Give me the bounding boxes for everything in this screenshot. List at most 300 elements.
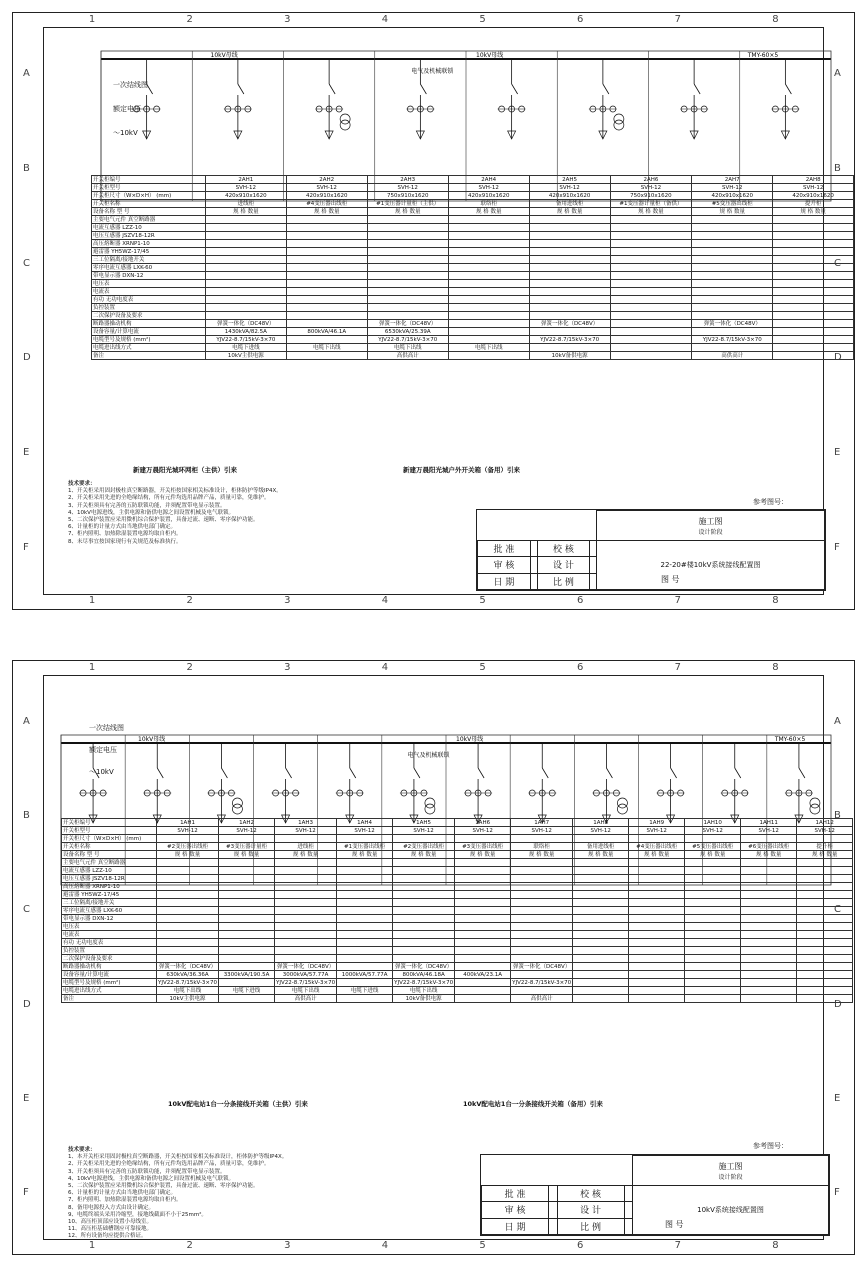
panel-size-row [62, 835, 853, 843]
cell [511, 899, 573, 907]
cell [573, 883, 629, 891]
cell [741, 979, 797, 987]
cell: SVH-12 [367, 184, 448, 192]
cell [367, 296, 448, 304]
cell [610, 288, 691, 296]
cell [629, 867, 685, 875]
cell: SVH-12 [511, 827, 573, 835]
cell [685, 883, 741, 891]
cell [393, 891, 455, 899]
row-header: 主要电气元件 真空断路器 [62, 859, 157, 867]
equip-row [92, 240, 854, 248]
row-header: 电流互感器 LZZ-10 [62, 867, 157, 875]
cell [337, 867, 393, 875]
cell [629, 987, 685, 995]
cell: 2AH4 [448, 176, 529, 184]
cell [511, 883, 573, 891]
cell [573, 995, 629, 1003]
cell [610, 280, 691, 288]
note-line: 12、所有设备均应提供合格证。 [68, 1233, 147, 1240]
row-header: 电缆进出线方式 [62, 987, 157, 995]
cell [685, 939, 741, 947]
cell: #1变压器出线柜 [337, 843, 393, 851]
row-letter: F [834, 1186, 840, 1198]
cell: 规 格 数量 [448, 208, 529, 216]
cell [511, 971, 573, 979]
row-letter: D [23, 998, 31, 1010]
cell [773, 240, 854, 248]
pt-symbol [617, 804, 627, 814]
cell [773, 248, 854, 256]
cell [286, 224, 367, 232]
cell [393, 899, 455, 907]
cell [773, 328, 854, 336]
cell [741, 987, 797, 995]
equip-row [92, 288, 854, 296]
cell: 2AH1 [205, 176, 286, 184]
cell [797, 963, 853, 971]
cell: 规 格 数量 [629, 851, 685, 859]
cell [692, 344, 773, 352]
column-number: 7 [674, 1240, 681, 1251]
cell [448, 304, 529, 312]
breaker-symbol [542, 768, 548, 778]
side-label: 一次结线图 [89, 724, 124, 732]
cell: 弹簧一体化（DC48V） [692, 320, 773, 328]
cell: 高供高计 [692, 352, 773, 360]
cell [205, 216, 286, 224]
cell [205, 232, 286, 240]
cell [393, 947, 455, 955]
cable-row [92, 336, 854, 344]
cell: 6530kVA/25.39A [367, 328, 448, 336]
cell: 电缆下进线 [337, 987, 393, 995]
cell: SVH-12 [797, 827, 853, 835]
cell [529, 216, 610, 224]
cell [205, 224, 286, 232]
cell: 800kVA/46.18A [393, 971, 455, 979]
breaker-symbol [420, 84, 426, 94]
cell: 提升柜 [797, 843, 853, 851]
reference-label: 参考图号： [753, 498, 788, 506]
drawing-sheet-1 [12, 12, 855, 610]
cell [511, 875, 573, 883]
cell: 规 格 数量 [685, 851, 741, 859]
cell [610, 312, 691, 320]
cell [797, 923, 853, 931]
cell [797, 987, 853, 995]
cell [219, 835, 275, 843]
reference-label: 参考图号： [753, 1142, 788, 1150]
cell: 规 格 数量 [511, 851, 573, 859]
cell [157, 915, 219, 923]
cell: SVH-12 [773, 184, 854, 192]
cell [455, 955, 511, 963]
cell [529, 296, 610, 304]
cell: 规 格 数量 [275, 851, 337, 859]
equip-row [92, 264, 854, 272]
cell [797, 947, 853, 955]
column-number: 2 [186, 662, 193, 673]
note-line: 9、电缆终端头采用冷缩型，接地线截面不小于25mm²。 [68, 1211, 207, 1218]
column-number: 2 [186, 1240, 193, 1251]
cell: #2变压器出线柜 [157, 843, 219, 851]
cell [219, 899, 275, 907]
cell [797, 899, 853, 907]
cell: 10kV主供电源 [157, 995, 219, 1003]
row-header: 备注 [92, 352, 206, 360]
row-header: 电压表 [62, 923, 157, 931]
cell: 1AH2 [219, 819, 275, 827]
cell [773, 288, 854, 296]
cell [741, 963, 797, 971]
row-header: 带电显示器 DXN-12 [92, 272, 206, 280]
check-label: 校 核 [557, 1186, 624, 1202]
cell: SVH-12 [448, 184, 529, 192]
cell [337, 891, 393, 899]
pt-symbol [232, 798, 242, 808]
cell [529, 240, 610, 248]
cell [157, 931, 219, 939]
cell [773, 320, 854, 328]
note-line: 5、二次保护装置应采用微机综合保护装置，具备过流、速断、零序保护功能。 [68, 1183, 259, 1190]
row-header: 有功 无功电度表 [92, 296, 206, 304]
cell: 规 格 数量 [773, 208, 854, 216]
cell [573, 875, 629, 883]
cell [511, 947, 573, 955]
design-label: 设 计 [557, 1202, 624, 1218]
approve-label: 批 准 [482, 1186, 549, 1202]
row-header: 高压熔断器 XRNP1-10 [92, 240, 206, 248]
cell [629, 907, 685, 915]
cell: 规 格 数量 [205, 208, 286, 216]
cell: YJV22-8.7/15kV-3×70 [205, 336, 286, 344]
row-letter: E [23, 1092, 30, 1104]
column-number: 4 [381, 1240, 389, 1251]
cell [685, 995, 741, 1003]
pt-symbol [425, 798, 435, 808]
cell: 联络柜 [511, 843, 573, 851]
cell [157, 835, 219, 843]
column-number: 4 [381, 662, 389, 673]
panel-name-row [92, 200, 854, 208]
notes-title: 技术要求： [68, 1147, 96, 1153]
equip-row [62, 947, 853, 955]
cell [741, 899, 797, 907]
cell [797, 979, 853, 987]
note-line: 3、开关柜须具有完善的五防联锁功能，并须配置带电显示装置。 [68, 1168, 226, 1175]
cell [610, 232, 691, 240]
column-number: 6 [576, 595, 584, 606]
cell [797, 939, 853, 947]
cell [685, 931, 741, 939]
interlock-label: 电气及机械联锁 [407, 752, 450, 759]
column-number: 2 [186, 14, 193, 25]
cell: #5变压器出线柜 [685, 843, 741, 851]
cell [573, 835, 629, 843]
column-number: 5 [479, 14, 486, 25]
row-header: 开关柜型号 [62, 827, 157, 835]
mech-row [62, 963, 853, 971]
cell [629, 939, 685, 947]
column-number: 3 [284, 14, 291, 25]
cell: SVH-12 [629, 827, 685, 835]
cell [275, 947, 337, 955]
cell [455, 987, 511, 995]
column-number: 3 [284, 595, 291, 606]
cell: 420x910x1620 [205, 192, 286, 200]
cell [448, 264, 529, 272]
feed-caption-backup: 新建万晨阳光城户外开关箱（备用）引来 [403, 466, 520, 474]
cell: SVH-12 [692, 184, 773, 192]
cell [685, 835, 741, 843]
cell [610, 248, 691, 256]
row-header: 电缆进出线方式 [92, 344, 206, 352]
row-header: 设备名称 型 号 [92, 208, 206, 216]
pt-symbol [425, 804, 435, 814]
cell: 高供高计 [367, 352, 448, 360]
date-label: 日 期 [478, 573, 531, 589]
bus-label: 10kV母线 [210, 52, 238, 59]
row-header: 负控装置 [92, 304, 206, 312]
cell [773, 296, 854, 304]
cell [511, 915, 573, 923]
cell [529, 304, 610, 312]
breaker-symbol [147, 84, 153, 94]
cell [337, 875, 393, 883]
cell [610, 304, 691, 312]
cell: 规 格 数量 [741, 851, 797, 859]
cell: 1AH9 [629, 819, 685, 827]
panel-table-grid [61, 818, 853, 1003]
note-line: 5、二次保护装置应采用微机综合保护装置，具备过流、速断、零序保护功能。 [68, 517, 259, 524]
cell [629, 923, 685, 931]
cell [448, 280, 529, 288]
cell [393, 859, 455, 867]
cell [741, 955, 797, 963]
cell [455, 907, 511, 915]
cell [511, 939, 573, 947]
note-line: 4、10kV电源进线，主供电源和备供电源之间设置机械及电气联锁。 [68, 509, 234, 516]
bus-label: 10kV母线 [456, 736, 484, 743]
row-header: 带电显示器 DXN-12 [62, 915, 157, 923]
cell [797, 867, 853, 875]
row-header: 开关柜名称 [92, 200, 206, 208]
cell [529, 312, 610, 320]
cell [685, 971, 741, 979]
breaker-symbol [329, 84, 335, 94]
cell [205, 240, 286, 248]
equip-row [62, 923, 853, 931]
cell: 进线柜 [275, 843, 337, 851]
cell: 1AH11 [741, 819, 797, 827]
breaker-symbol [603, 84, 609, 94]
equip-row [62, 915, 853, 923]
cell [157, 883, 219, 891]
cell [157, 939, 219, 947]
cell [448, 320, 529, 328]
cell: 规 格 数量 [157, 851, 219, 859]
panel-table [61, 818, 853, 1003]
cell [773, 312, 854, 320]
cell: 规 格 数量 [610, 208, 691, 216]
row-letter: A [23, 68, 30, 80]
cell: 1AH4 [337, 819, 393, 827]
cell: 3000kVA/57.77A [275, 971, 337, 979]
cell: 弹簧一体化（DC48V） [367, 320, 448, 328]
cell [741, 867, 797, 875]
cell [797, 995, 853, 1003]
capacity-row [62, 971, 853, 979]
cell: YJV22-8.7/15kV-3×70 [529, 336, 610, 344]
cell [692, 304, 773, 312]
cell [511, 987, 573, 995]
breaker-symbol [606, 768, 612, 778]
cell [455, 875, 511, 883]
row-letter: A [834, 68, 841, 80]
cell [157, 891, 219, 899]
row-letter: F [23, 541, 29, 553]
note-line: 11、高压柜基础槽钢应可靠接地。 [68, 1226, 152, 1233]
row-header: 主要电气元件 真空断路器 [92, 216, 206, 224]
cell [286, 288, 367, 296]
column-number: 8 [772, 662, 779, 673]
cell: YJV22-8.7/15kV-3×70 [394, 979, 454, 986]
cell [629, 915, 685, 923]
cell [529, 224, 610, 232]
breaker-symbol [221, 768, 227, 778]
row-header: 开关柜编号 [62, 819, 157, 827]
pt-symbol [614, 114, 624, 124]
row-header: 三工位隔离/接地开关 [92, 256, 206, 264]
cell [741, 915, 797, 923]
cell: 规 格 数量 [573, 851, 629, 859]
cell [448, 216, 529, 224]
cell [797, 955, 853, 963]
cell: #1变压器计量柜（主供） [367, 200, 448, 208]
feed-caption-main: 新建万晨阳光城环网柜（主供）引来 [133, 466, 237, 474]
row-header: 开关柜编号 [92, 176, 206, 184]
cell [448, 336, 529, 344]
cell [205, 288, 286, 296]
cell [741, 971, 797, 979]
cell [573, 931, 629, 939]
cell [797, 835, 853, 843]
panel-model-row [92, 184, 854, 192]
cell [286, 240, 367, 248]
cell [573, 939, 629, 947]
cell: 1AH12 [797, 819, 853, 827]
cell [629, 955, 685, 963]
cell [773, 256, 854, 264]
row-header: 电缆型号及规格 (mm²) [62, 979, 157, 987]
cell [629, 891, 685, 899]
drawing-title: 22-20#楼10kV系统接线配置图 [597, 541, 825, 590]
panel-no-row [92, 176, 854, 184]
note-line: 6、计量柜的计量方式由当地供电部门确定。 [68, 1190, 177, 1197]
cell [692, 216, 773, 224]
bus-label: 10kV母线 [476, 52, 504, 59]
cell [797, 907, 853, 915]
cell: 备用进线柜 [573, 843, 629, 851]
cell [773, 216, 854, 224]
pt-symbol [617, 798, 627, 808]
cell [741, 859, 797, 867]
inout-row [92, 344, 854, 352]
equip-row [62, 867, 853, 875]
cell [685, 955, 741, 963]
cell [393, 835, 455, 843]
capacity-row [92, 328, 854, 336]
cell: #4变压器出线柜 [286, 200, 367, 208]
bus-label: TMY-60×5 [774, 736, 806, 743]
cell [337, 995, 393, 1003]
cell [529, 288, 610, 296]
cell [205, 312, 286, 320]
cell [393, 923, 455, 931]
row-header: 避雷器 YH5WZ-17/45 [92, 248, 206, 256]
cell [685, 915, 741, 923]
equip-row [92, 256, 854, 264]
note-line: 6、计量柜的计量方式由当地供电部门确定。 [68, 524, 177, 531]
cell [286, 280, 367, 288]
feed-caption-main: 10kV配电站1台一分条接线开关箱（主供）引来 [168, 1100, 308, 1108]
equip-row [92, 224, 854, 232]
cell [692, 240, 773, 248]
cell [629, 947, 685, 955]
cell [337, 907, 393, 915]
cell [529, 328, 610, 336]
row-letter: D [23, 352, 31, 364]
equip-row [92, 296, 854, 304]
cell [286, 296, 367, 304]
cell [685, 923, 741, 931]
drawing-sheet-2 [12, 660, 855, 1255]
column-number: 8 [772, 595, 779, 606]
cell [455, 995, 511, 1003]
cell [393, 883, 455, 891]
cell [685, 867, 741, 875]
row-header: 电流互感器 LZZ-10 [92, 224, 206, 232]
cell [685, 987, 741, 995]
pt-symbol [810, 804, 820, 814]
breaker-symbol [157, 768, 163, 778]
cell [448, 272, 529, 280]
column-number: 7 [674, 14, 681, 25]
cell [219, 883, 275, 891]
row-header: 电压表 [92, 280, 206, 288]
cell: SVH-12 [741, 827, 797, 835]
design-label: 设 计 [537, 557, 590, 573]
cell [573, 859, 629, 867]
cell: 10kV主供电源 [205, 352, 286, 360]
interlock-label: 电气及机械联锁 [411, 68, 454, 75]
cell: SVH-12 [286, 184, 367, 192]
cell: 10kV备供电源 [393, 995, 455, 1003]
cell [610, 336, 691, 344]
equip-row [92, 216, 854, 224]
cell [393, 955, 455, 963]
cell: 进线柜 [205, 200, 286, 208]
row-header: 设备容量/计算电流 [62, 971, 157, 979]
pt-symbol [232, 804, 242, 814]
equip-row [92, 248, 854, 256]
panel-size-row [92, 192, 854, 200]
cell [337, 955, 393, 963]
row-header: 有功 无功电度表 [62, 939, 157, 947]
cell: YJV22-8.7/15kV-3×70 [512, 979, 572, 986]
row-letter: C [834, 904, 841, 916]
